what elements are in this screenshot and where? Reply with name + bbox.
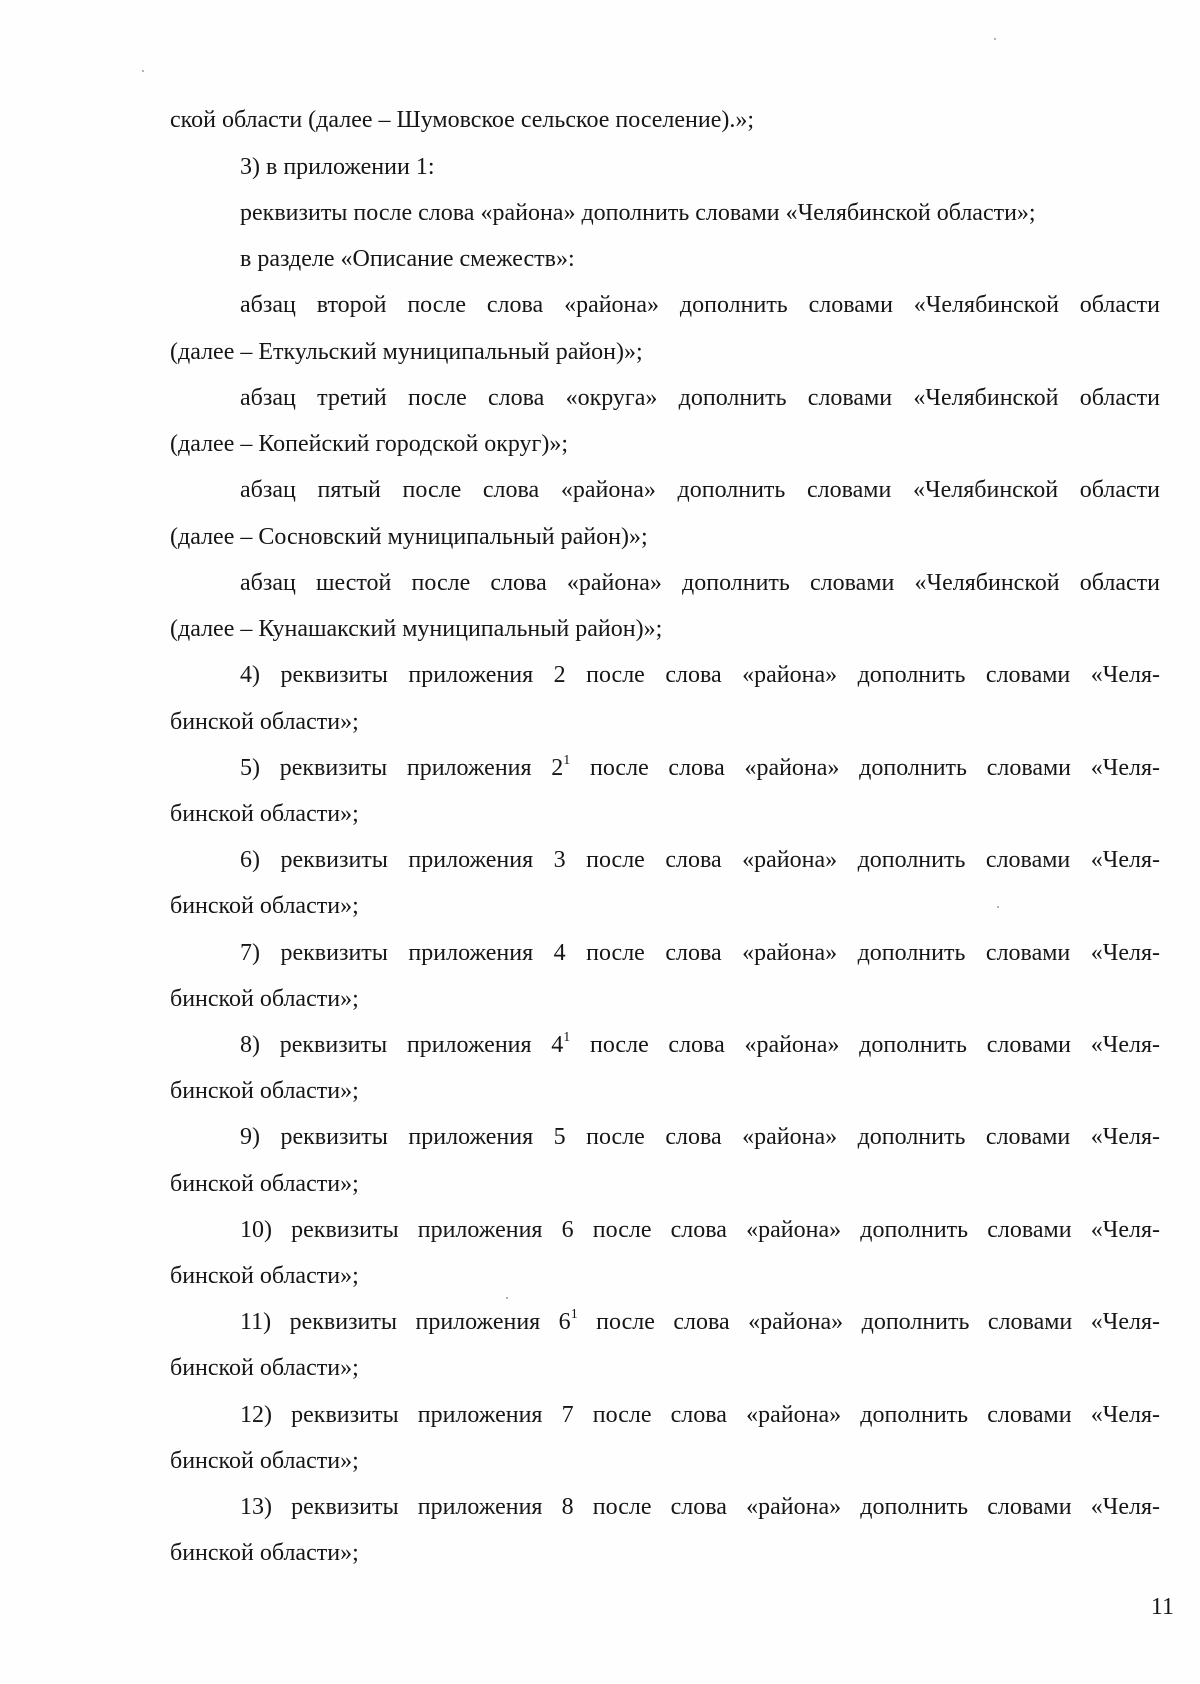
line-text: 11) реквизиты приложения 6 (240, 1309, 571, 1335)
paragraph-line: 12) реквизиты приложения 7 после слова «района» дополнить словами «Челя- (240, 1402, 1160, 1428)
paragraph-line: абзац пятый после слова «района» дополнить словами «Челябинской области (240, 477, 1160, 503)
paragraph-line: бинской области»; (170, 1540, 359, 1566)
scan-speck (142, 70, 144, 72)
superscript-index: 1 (563, 753, 571, 768)
paragraph-line: (далее – Еткульский муниципальный район)»; (170, 339, 643, 365)
page-number: 11 (1150, 1594, 1174, 1620)
paragraph-line: бинской области»; (170, 1448, 359, 1474)
paragraph-line: бинской области»; (170, 1355, 359, 1381)
paragraph-line: бинской области»; (170, 1263, 359, 1289)
paragraph-line: бинской области»; (170, 1078, 359, 1104)
paragraph-line: 7) реквизиты приложения 4 после слова «района» дополнить словами «Челя- (240, 940, 1160, 966)
paragraph-line: абзац второй после слова «района» дополнить словами «Челябинской области (240, 292, 1160, 318)
paragraph-line: в разделе «Описание смежеств»: (240, 246, 575, 272)
line-text: после слова «района» дополнить словами «Челя- (570, 1032, 1160, 1058)
paragraph-line: бинской области»; (170, 986, 359, 1012)
paragraph-line: 6) реквизиты приложения 3 после слова «района» дополнить словами «Челя- (240, 847, 1160, 873)
paragraph-line: бинской области»; (170, 1171, 359, 1197)
line-text: после слова «района» дополнить словами «Челя- (577, 1309, 1160, 1335)
paragraph-line: 4) реквизиты приложения 2 после слова «района» дополнить словами «Челя- (240, 662, 1160, 688)
paragraph-line: бинской области»; (170, 801, 359, 827)
paragraph-line (170, 1307, 1160, 1337)
line-text: 8) реквизиты приложения 4 (240, 1032, 564, 1058)
paragraph-line: (далее – Сосновский муниципальный район)»; (170, 524, 648, 550)
paragraph-line: бинской области»; (170, 893, 359, 919)
paragraph-line: (далее – Копейский городской округ)»; (170, 431, 569, 457)
paragraph-line: ской области (далее – Шумовское сельское поселение).»; (170, 107, 755, 133)
superscript-index: 1 (563, 1030, 571, 1045)
line-text: после слова «района» дополнить словами «Челя- (570, 755, 1160, 781)
paragraph-line: абзац шестой после слова «района» дополнить словами «Челябинской области (240, 570, 1160, 596)
scan-speck (506, 1297, 508, 1299)
paragraph-line: 3) в приложении 1: (240, 154, 435, 180)
line-text: 5) реквизиты приложения 2 (240, 755, 564, 781)
paragraph-line: абзац третий после слова «округа» дополнить словами «Челябинской области (240, 385, 1160, 411)
paragraph-line (170, 1030, 1160, 1060)
superscript-index: 1 (570, 1307, 578, 1322)
paragraph-line: реквизиты после слова «района» дополнить словами «Челябинской области»; (240, 200, 1036, 226)
paragraph-line: (далее – Кунашакский муниципальный район)»; (170, 616, 663, 642)
paragraph-line: 10) реквизиты приложения 6 после слова «района» дополнить словами «Челя- (240, 1217, 1160, 1243)
paragraph-line: 13) реквизиты приложения 8 после слова «района» дополнить словами «Челя- (240, 1494, 1160, 1520)
scan-speck (994, 38, 996, 40)
paragraph-line (170, 753, 1160, 783)
paragraph-line: 9) реквизиты приложения 5 после слова «района» дополнить словами «Челя- (240, 1124, 1160, 1150)
paragraph-line: бинской области»; (170, 709, 359, 735)
